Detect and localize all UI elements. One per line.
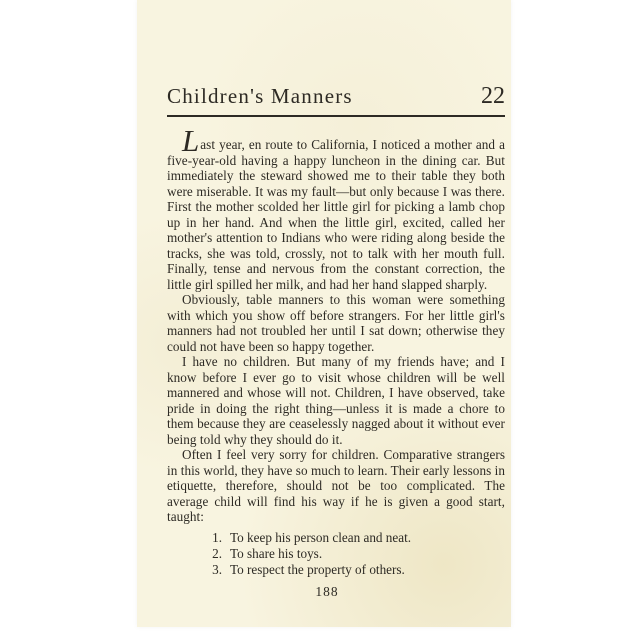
chapter-number: 22 <box>481 83 505 109</box>
paragraph: Obviously, table manners to this woman were something with which you show off before strangers. For her little girl's manners had not troubled her until I sat down; otherwise they could not have been so happy together. <box>167 292 505 354</box>
paragraph-text: ast year, en route to California, I noticed a mother and a five-year-old having a happy luncheon in the dining car. But immediately the steward showed me to their table they both were miserable. It was my fault—but only because I was there. First the mother scolded her little girl for picking a lamb chop up in her hand. And when the little girl, excited, called her mother's attention to Indians who were riding along beside the tracks, she was told, crossly, not to talk with her mouth full. Finally, tense and nervous from the constant correction, the little girl spilled her milk, and had her hand slapped sharply. <box>167 137 505 292</box>
page-content <box>137 0 511 600</box>
chapter-title: Children's Manners <box>167 84 353 108</box>
list-text: To share his toys. <box>230 545 323 561</box>
list-number: 3. <box>212 561 222 577</box>
folio-page-number: 188 <box>315 583 339 599</box>
header-rule <box>167 115 505 117</box>
list-item <box>207 530 505 546</box>
list-text: To respect the property of others. <box>230 561 405 577</box>
body-text <box>167 123 505 525</box>
paragraph: I have no children. But many of my friends have; and I know before I ever go to visit whose children will be well mannered and whose will not. Children, I have observed, take pride in doing the right thing—unless it is made a chore to them because they are ceaselessly nagged about it without ever being told why they should do it. <box>167 354 505 447</box>
list-number: 1. <box>212 529 222 545</box>
book-page <box>137 0 511 627</box>
list-text: To keep his person clean and neat. <box>230 529 412 545</box>
list-number: 2. <box>212 545 222 561</box>
running-header <box>167 84 505 108</box>
swash-initial: L <box>182 123 200 158</box>
list-item <box>207 546 505 562</box>
paragraph: Often I feel very sorry for children. Comparative strangers in this world, they have so much to learn. Their early lessons in etiquette, therefore, should not be too complicated. The average child will find his way if he is given a good start, taught: <box>167 447 505 524</box>
paragraph <box>167 123 505 292</box>
numbered-list <box>207 530 505 578</box>
list-item <box>207 562 505 578</box>
